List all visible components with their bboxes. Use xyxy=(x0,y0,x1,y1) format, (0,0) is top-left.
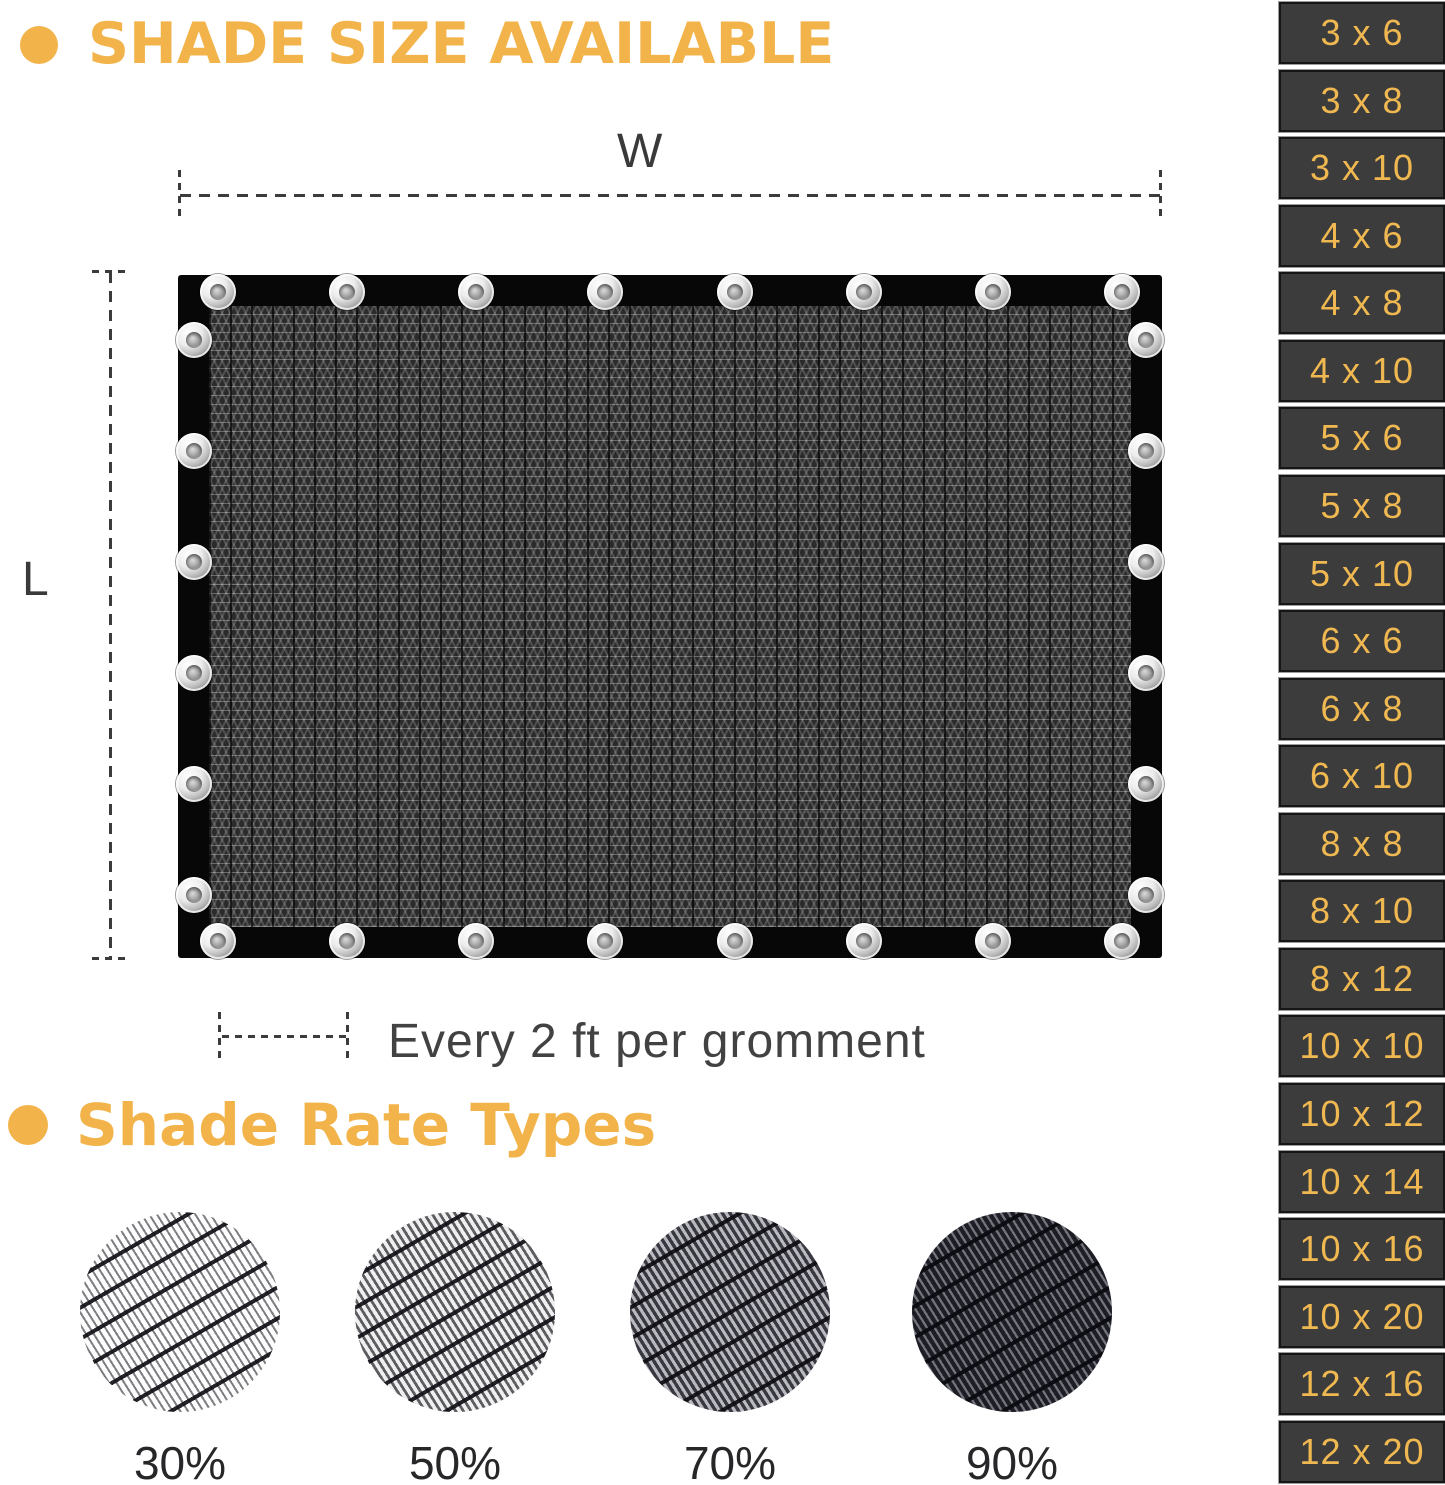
grommet-icon xyxy=(200,923,236,959)
size-chip-label: 6 x 8 xyxy=(1320,687,1404,729)
size-chip-label: 5 x 8 xyxy=(1320,484,1404,526)
grommet-icon xyxy=(975,923,1011,959)
size-chip-label: 8 x 8 xyxy=(1320,822,1404,864)
grommet-icon xyxy=(717,274,753,310)
size-chip-label: 4 x 6 xyxy=(1320,214,1404,256)
grommet-icon xyxy=(846,274,882,310)
length-dimension-tick-top xyxy=(92,270,130,273)
size-chip xyxy=(1279,543,1445,605)
size-chip xyxy=(1279,272,1445,334)
size-chip xyxy=(1279,205,1445,267)
bullet-icon xyxy=(20,26,58,64)
grommet-spacing-tick-left xyxy=(218,1012,221,1062)
shade-rate-heading xyxy=(8,1091,657,1159)
shade-cloth-diagram xyxy=(178,275,1162,958)
swatch-percentage-label: 90% xyxy=(965,1437,1059,1485)
size-chip-label: 3 x 10 xyxy=(1309,147,1415,189)
size-available-heading xyxy=(20,11,835,77)
size-chip xyxy=(1279,1218,1445,1280)
width-dimension-line xyxy=(180,194,1162,197)
grommet-icon xyxy=(1128,322,1164,358)
grommet-icon xyxy=(975,274,1011,310)
size-chip-label: 6 x 6 xyxy=(1320,620,1404,662)
mesh-texture xyxy=(209,306,1131,927)
size-chip-label: 4 x 10 xyxy=(1309,349,1415,391)
grommet-icon xyxy=(1128,655,1164,691)
size-chip xyxy=(1279,1286,1445,1348)
shade-rate-swatch xyxy=(630,1212,830,1485)
size-chip-label: 10 x 12 xyxy=(1299,1093,1425,1134)
size-chip xyxy=(1279,70,1445,132)
grommet-icon xyxy=(846,923,882,959)
grommet-icon xyxy=(1128,766,1164,802)
grommet-icon xyxy=(458,923,494,959)
size-chip xyxy=(1279,745,1445,807)
size-chip xyxy=(1279,813,1445,875)
size-chip-label: 5 x 10 xyxy=(1309,552,1415,594)
grommet-spacing-note: Every 2 ft per gromment xyxy=(388,1015,926,1068)
size-chip xyxy=(1279,1015,1445,1077)
width-dimension-tick-left xyxy=(178,170,181,222)
size-chip xyxy=(1279,880,1445,942)
length-dimension-line xyxy=(109,272,112,960)
shade-rate-swatch xyxy=(80,1212,280,1485)
size-chip xyxy=(1279,407,1445,469)
width-dimension-label: W xyxy=(617,125,663,178)
size-list xyxy=(1279,0,1445,1485)
grommet-icon xyxy=(587,274,623,310)
grommet-icon xyxy=(1104,274,1140,310)
size-chip-label: 6 x 10 xyxy=(1309,755,1415,797)
size-chip xyxy=(1279,678,1445,740)
grommet-icon xyxy=(329,274,365,310)
grommet-icon xyxy=(717,923,753,959)
size-chip xyxy=(1279,137,1445,199)
grommet-icon xyxy=(1104,923,1140,959)
grommet-icon xyxy=(329,923,365,959)
swatch-percentage-label: 50% xyxy=(408,1437,502,1485)
size-chip-label: 4 x 8 xyxy=(1320,282,1404,324)
mesh-sample-circle xyxy=(912,1212,1112,1412)
shade-rate-swatch xyxy=(355,1212,555,1485)
grommet-icon xyxy=(200,274,236,310)
size-chip-label: 10 x 14 xyxy=(1299,1160,1425,1202)
grommet-icon xyxy=(458,274,494,310)
shade-rate-title: Shade Rate Types xyxy=(76,1091,657,1159)
mesh-sample-circle xyxy=(630,1212,830,1412)
size-chip-label: 12 x 16 xyxy=(1299,1363,1425,1405)
grommet-icon xyxy=(176,322,212,358)
length-dimension-label: L xyxy=(22,553,49,606)
shade-rate-swatch xyxy=(912,1212,1112,1485)
grommet-icon xyxy=(176,544,212,580)
size-chip-label: 8 x 12 xyxy=(1309,957,1415,999)
size-chip xyxy=(1279,2,1445,64)
grommet-icon xyxy=(587,923,623,959)
size-chip-label: 3 x 6 xyxy=(1320,12,1404,53)
grommet-icon xyxy=(1128,544,1164,580)
size-chip xyxy=(1279,340,1445,402)
swatch-percentage-label: 30% xyxy=(133,1437,227,1485)
size-chip-label: 8 x 10 xyxy=(1309,890,1415,932)
swatch-percentage-label: 70% xyxy=(683,1437,777,1485)
size-chip xyxy=(1279,1353,1445,1415)
size-chip xyxy=(1279,1083,1445,1145)
size-chip-label: 10 x 10 xyxy=(1299,1025,1425,1067)
mesh-sample-circle xyxy=(355,1212,555,1412)
grommet-icon xyxy=(176,655,212,691)
length-dimension-tick-bottom xyxy=(92,957,130,960)
size-chip-label: 3 x 8 xyxy=(1320,79,1404,121)
mesh-sample-circle xyxy=(80,1212,280,1412)
size-chip-label: 10 x 20 xyxy=(1299,1295,1425,1337)
grommet-icon xyxy=(176,877,212,913)
size-chip-label: 5 x 6 xyxy=(1320,417,1404,459)
size-chip xyxy=(1279,948,1445,1010)
grommet-icon xyxy=(176,433,212,469)
size-available-title: SHADE SIZE AVAILABLE xyxy=(88,11,835,77)
size-chip-label: 12 x 20 xyxy=(1299,1430,1425,1472)
grommet-icon xyxy=(1128,433,1164,469)
size-chip xyxy=(1279,610,1445,672)
width-dimension-tick-right xyxy=(1159,170,1162,222)
size-chip xyxy=(1279,1421,1445,1483)
bullet-icon xyxy=(8,1105,48,1145)
size-chip xyxy=(1279,1151,1445,1213)
size-chip xyxy=(1279,475,1445,537)
grommet-spacing-tick-right xyxy=(346,1012,349,1062)
grommet-icon xyxy=(176,766,212,802)
size-chip-label: 10 x 16 xyxy=(1299,1228,1425,1270)
grommet-spacing-line xyxy=(222,1035,346,1038)
grommet-icon xyxy=(1128,877,1164,913)
